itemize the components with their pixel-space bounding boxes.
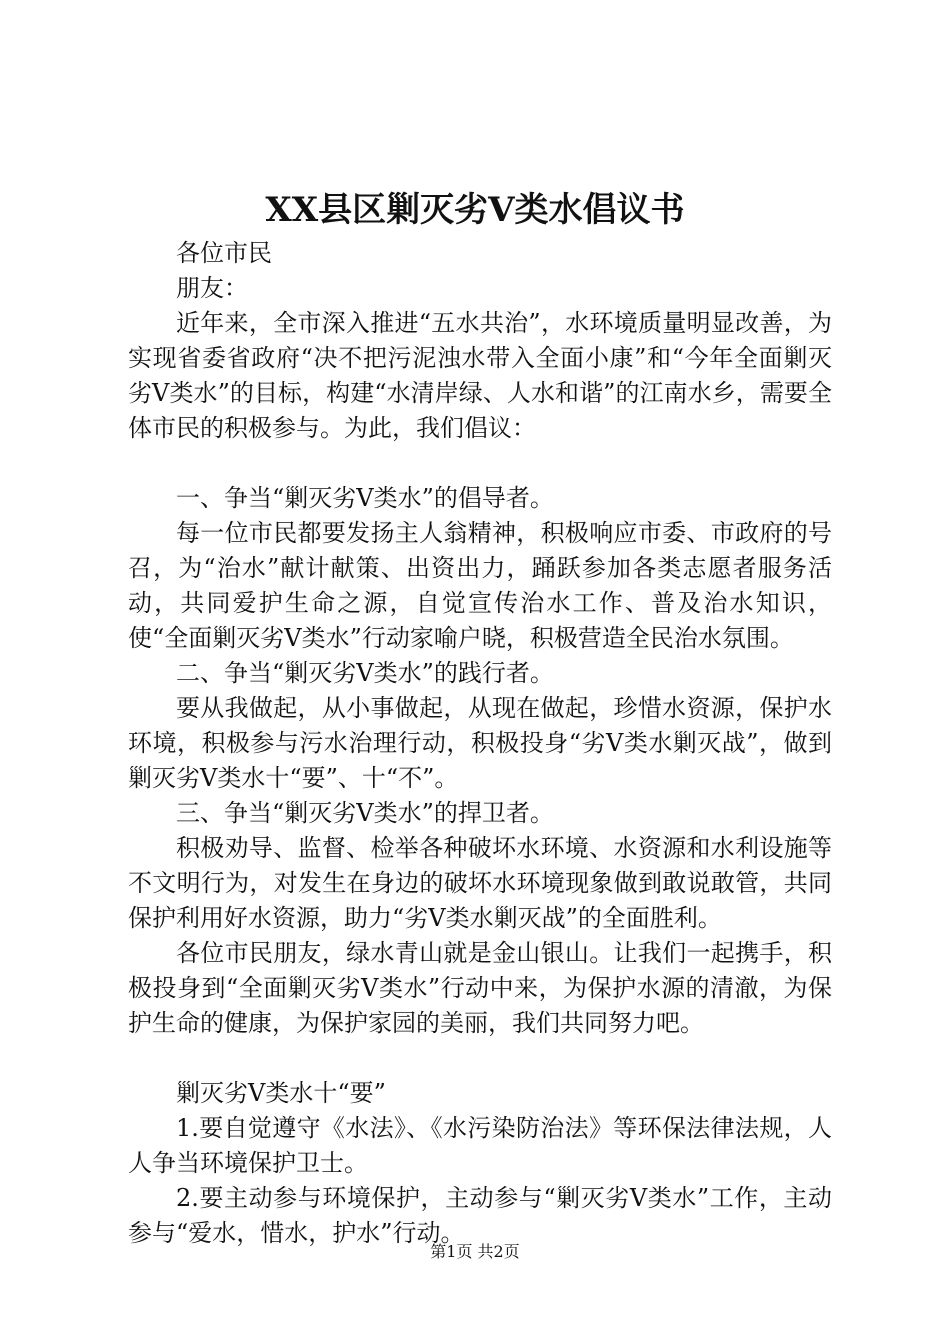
section-paragraph-2: 要从我做起，从小事做起，从现在做起，珍惜水资源，保护水环境，积极参与污水治理行动，积极投身“劣Ⅴ类水剿灭战”，做到剿灭劣Ⅴ类水十“要”、十“不”。 xyxy=(128,694,832,792)
section-heading-3: 三、争当“剿灭劣Ⅴ类水”的捍卫者。 xyxy=(176,799,554,827)
salutation-line-1: 各位市民 xyxy=(176,239,272,267)
page-footer xyxy=(0,1240,950,1264)
list-item: 1.要自觉遵守《水法》、《水污染防治法》等环保法律法规，人人争当环境保护卫士。 xyxy=(128,1114,832,1177)
document-body xyxy=(128,236,832,1251)
section-paragraph-1: 每一位市民都要发扬主人翁精神，积极响应市委、市政府的号召，为“治水”献计献策、出资出力，踊跃参加各类志愿者服务活动，共同爱护生命之源，自觉宣传治水工作、普及治水知识，使“全面剿灭劣Ⅴ类水”行动家喻户晓，积极营造全民治水氛围。 xyxy=(128,519,832,652)
closing-paragraph: 各位市民朋友，绿水青山就是金山银山。让我们一起携手，积极投身到“全面剿灭劣Ⅴ类水”行动中来，为保护水源的清澈，为保护生命的健康，为保护家园的美丽，我们共同努力吧。 xyxy=(128,939,832,1037)
paragraph-spacer xyxy=(128,446,832,481)
intro-paragraph: 近年来，全市深入推进“五水共治”，水环境质量明显改善，为实现省委省政府“决不把污泥浊水带入全面小康”和“今年全面剿灭劣Ⅴ类水”的目标，构建“水清岸绿、人水和谐”的江南水乡，需要全体市民的积极参与。为此，我们倡议： xyxy=(128,309,832,442)
salutation-line-2: 朋友： xyxy=(176,274,248,302)
section-paragraph-3: 积极劝导、监督、检举各种破坏水环境、水资源和水利设施等不文明行为，对发生在身边的破坏水环境现象做到敢说敢管，共同保护利用好水资源，助力“劣Ⅴ类水剿灭战”的全面胜利。 xyxy=(128,834,832,932)
section-heading-2: 二、争当“剿灭劣Ⅴ类水”的践行者。 xyxy=(176,659,554,687)
document-title: XX县区剿灭劣Ⅴ类水倡议书 xyxy=(265,190,685,230)
page-number: 第1页 共2页 xyxy=(430,1242,520,1261)
section-heading-1: 一、争当“剿灭劣Ⅴ类水”的倡导者。 xyxy=(176,484,554,512)
list-heading: 剿灭劣Ⅴ类水十“要” xyxy=(176,1079,386,1107)
list-item: 2.要主动参与环境保护，主动参与“剿灭劣Ⅴ类水”工作，主动参与“爱水，惜水，护水”行动。 xyxy=(128,1184,832,1247)
paragraph-spacer xyxy=(128,1041,832,1076)
